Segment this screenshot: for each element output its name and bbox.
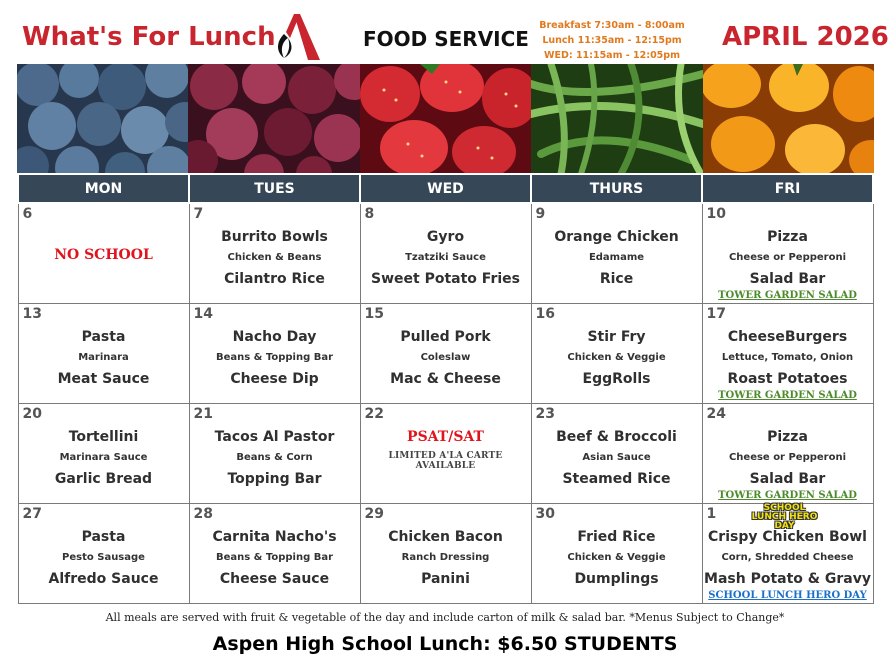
lunch-calendar — [17, 173, 874, 604]
dish-detail: Asian Sauce — [582, 452, 651, 463]
day-cell — [189, 203, 360, 304]
lunch-hours: Lunch 11:35am - 12:15pm — [542, 35, 682, 46]
tower-garden-salad-link[interactable]: TOWER GARDEN SALAD — [718, 490, 857, 501]
dish-detail: Edamame — [588, 252, 645, 263]
day-cell — [360, 404, 531, 504]
main-dish: Pizza — [767, 229, 808, 245]
day-number: 21 — [193, 406, 213, 422]
day-number: 30 — [535, 506, 555, 522]
side-dish: Mac & Cheese — [390, 371, 501, 387]
day-number: 9 — [535, 206, 546, 222]
main-dish: Burrito Bowls — [221, 229, 328, 245]
produce-photo-strip — [17, 64, 874, 174]
side-dish: Rice — [599, 271, 634, 287]
main-dish: CheeseBurgers — [727, 329, 848, 345]
limited-a-la-carte-notice: LIMITED A'LA CARTE AVAILABLE — [388, 451, 503, 471]
dish-detail: Lettuce, Tomato, Onion — [721, 352, 854, 363]
psat-sat-notice: PSAT/SAT — [407, 429, 484, 445]
main-dish: Stir Fry — [587, 329, 646, 345]
day-cell — [360, 504, 531, 604]
day-cell — [702, 404, 873, 504]
day-number: 16 — [535, 306, 555, 322]
day-header-mon: MON — [18, 174, 189, 203]
no-school-notice: NO SCHOOL — [54, 247, 153, 263]
day-number: 28 — [193, 506, 213, 522]
day-number: 6 — [22, 206, 33, 222]
main-dish: Crispy Chicken Bowl — [708, 529, 867, 545]
main-dish: Pasta — [81, 329, 126, 345]
side-dish: Meat Sauce — [57, 371, 150, 387]
side-dish: Roast Potatoes — [727, 371, 848, 387]
side-dish: Garlic Bread — [54, 471, 153, 487]
day-cell — [702, 304, 873, 404]
main-dish: Pasta — [81, 529, 126, 545]
day-cell — [18, 504, 189, 604]
main-dish: Chicken Bacon — [388, 529, 503, 545]
day-number: 20 — [22, 406, 42, 422]
day-number: 17 — [706, 306, 726, 322]
calendar-week-2 — [18, 304, 873, 404]
main-dish: Carnita Nacho's — [212, 529, 337, 545]
calendar-week-1 — [18, 203, 873, 304]
day-cell — [189, 304, 360, 404]
main-dish: Pizza — [767, 429, 808, 445]
dish-detail: Cheese or Pepperoni — [728, 452, 847, 463]
menu-footnote: All meals are served with fruit & vegetable of the day and include carton of milk & salad bar. *Menus Subject to Change* — [105, 611, 785, 624]
tower-garden-salad-link[interactable]: TOWER GARDEN SALAD — [718, 390, 857, 401]
dish-detail: Beans & Corn — [236, 452, 313, 463]
main-dish: Fried Rice — [577, 529, 656, 545]
dish-detail: Coleslaw — [420, 352, 471, 363]
side-dish: EggRolls — [582, 371, 651, 387]
day-cell — [360, 304, 531, 404]
main-dish: Tacos Al Pastor — [214, 429, 335, 445]
day-number: 24 — [706, 406, 726, 422]
dish-detail: Beans & Topping Bar — [215, 352, 334, 363]
day-cell — [531, 203, 702, 304]
day-cell — [189, 404, 360, 504]
wednesday-hours: WED: 11:15am - 12:05pm — [543, 50, 680, 61]
day-number: 15 — [364, 306, 384, 322]
blueberries-photo — [17, 64, 188, 174]
day-number: 8 — [364, 206, 375, 222]
side-dish: Dumplings — [574, 571, 659, 587]
page-header — [0, 0, 890, 64]
grapes-photo — [188, 64, 359, 174]
main-dish: Nacho Day — [232, 329, 317, 345]
month-label: APRIL 2026 — [722, 22, 889, 52]
side-dish: Steamed Rice — [562, 471, 671, 487]
day-cell — [360, 203, 531, 304]
day-number: 13 — [22, 306, 42, 322]
dish-detail: Tzatziki Sauce — [405, 252, 486, 263]
day-number: 27 — [22, 506, 42, 522]
day-cell — [18, 304, 189, 404]
day-cell — [531, 304, 702, 404]
day-number: 23 — [535, 406, 555, 422]
main-dish: Gyro — [426, 229, 465, 245]
dish-detail: Cheese or Pepperoni — [728, 252, 847, 263]
dish-detail: Pesto Sausage — [62, 552, 145, 563]
day-number: 22 — [364, 406, 384, 422]
main-dish: Orange Chicken — [554, 229, 679, 245]
calendar-week-4 — [18, 504, 873, 604]
day-cell — [531, 504, 702, 604]
dish-detail: Chicken & Veggie — [567, 352, 666, 363]
page-title: What's For Lunch — [22, 22, 276, 52]
day-cell — [702, 504, 873, 604]
day-cell — [531, 404, 702, 504]
breakfast-hours: Breakfast 7:30am - 8:00am — [539, 20, 685, 31]
day-number: 29 — [364, 506, 384, 522]
calendar-week-3 — [18, 404, 873, 504]
day-cell — [702, 203, 873, 304]
day-number: 1 — [706, 506, 717, 522]
side-dish: Cilantro Rice — [224, 271, 325, 287]
dish-detail: Beans & Topping Bar — [215, 552, 334, 563]
food-service-heading: FOOD SERVICE — [363, 27, 529, 51]
day-header-thurs: THURS — [531, 174, 702, 203]
school-logo-icon — [270, 12, 322, 62]
day-header-wed: WED — [360, 174, 531, 203]
main-dish: Tortellini — [68, 429, 139, 445]
side-dish: Cheese Sauce — [219, 571, 330, 587]
day-number: 14 — [193, 306, 213, 322]
day-cell — [189, 504, 360, 604]
side-dish: Sweet Potato Fries — [371, 271, 520, 287]
side-dish: Salad Bar — [749, 471, 826, 487]
dish-detail: Marinara — [78, 352, 129, 363]
lunch-price: Aspen High School Lunch: $6.50 STUDENTS — [212, 633, 678, 655]
strawberries-photo — [360, 64, 531, 174]
side-dish: Panini — [421, 571, 470, 587]
day-header-tues: TUES — [189, 174, 360, 203]
dish-detail: Corn, Shredded Cheese — [721, 552, 854, 563]
school-lunch-hero-badge: SCHOOL LUNCH HERO DAY — [751, 503, 818, 531]
dish-detail: Ranch Dressing — [401, 552, 490, 563]
school-lunch-hero-day-link[interactable]: SCHOOL LUNCH HERO DAY — [708, 590, 867, 601]
day-header-fri: FRI — [702, 174, 873, 203]
day-number: 10 — [706, 206, 726, 222]
side-dish: Alfredo Sauce — [48, 571, 159, 587]
green-beans-photo — [531, 64, 702, 174]
main-dish: Beef & Broccoli — [556, 429, 677, 445]
day-number: 7 — [193, 206, 204, 222]
dish-detail: Chicken & Beans — [227, 252, 322, 263]
side-dish: Cheese Dip — [230, 371, 319, 387]
tower-garden-salad-link[interactable]: TOWER GARDEN SALAD — [718, 290, 857, 301]
day-cell — [18, 404, 189, 504]
main-dish: Pulled Pork — [400, 329, 491, 345]
dish-detail: Chicken & Veggie — [567, 552, 666, 563]
day-cell — [18, 203, 189, 304]
dish-detail: Marinara Sauce — [59, 452, 148, 463]
meal-hours — [538, 18, 686, 63]
side-dish: Mash Potato & Gravy — [704, 571, 871, 587]
side-dish: Salad Bar — [749, 271, 826, 287]
side-dish: Topping Bar — [227, 471, 322, 487]
orange-peppers-photo — [703, 64, 874, 174]
